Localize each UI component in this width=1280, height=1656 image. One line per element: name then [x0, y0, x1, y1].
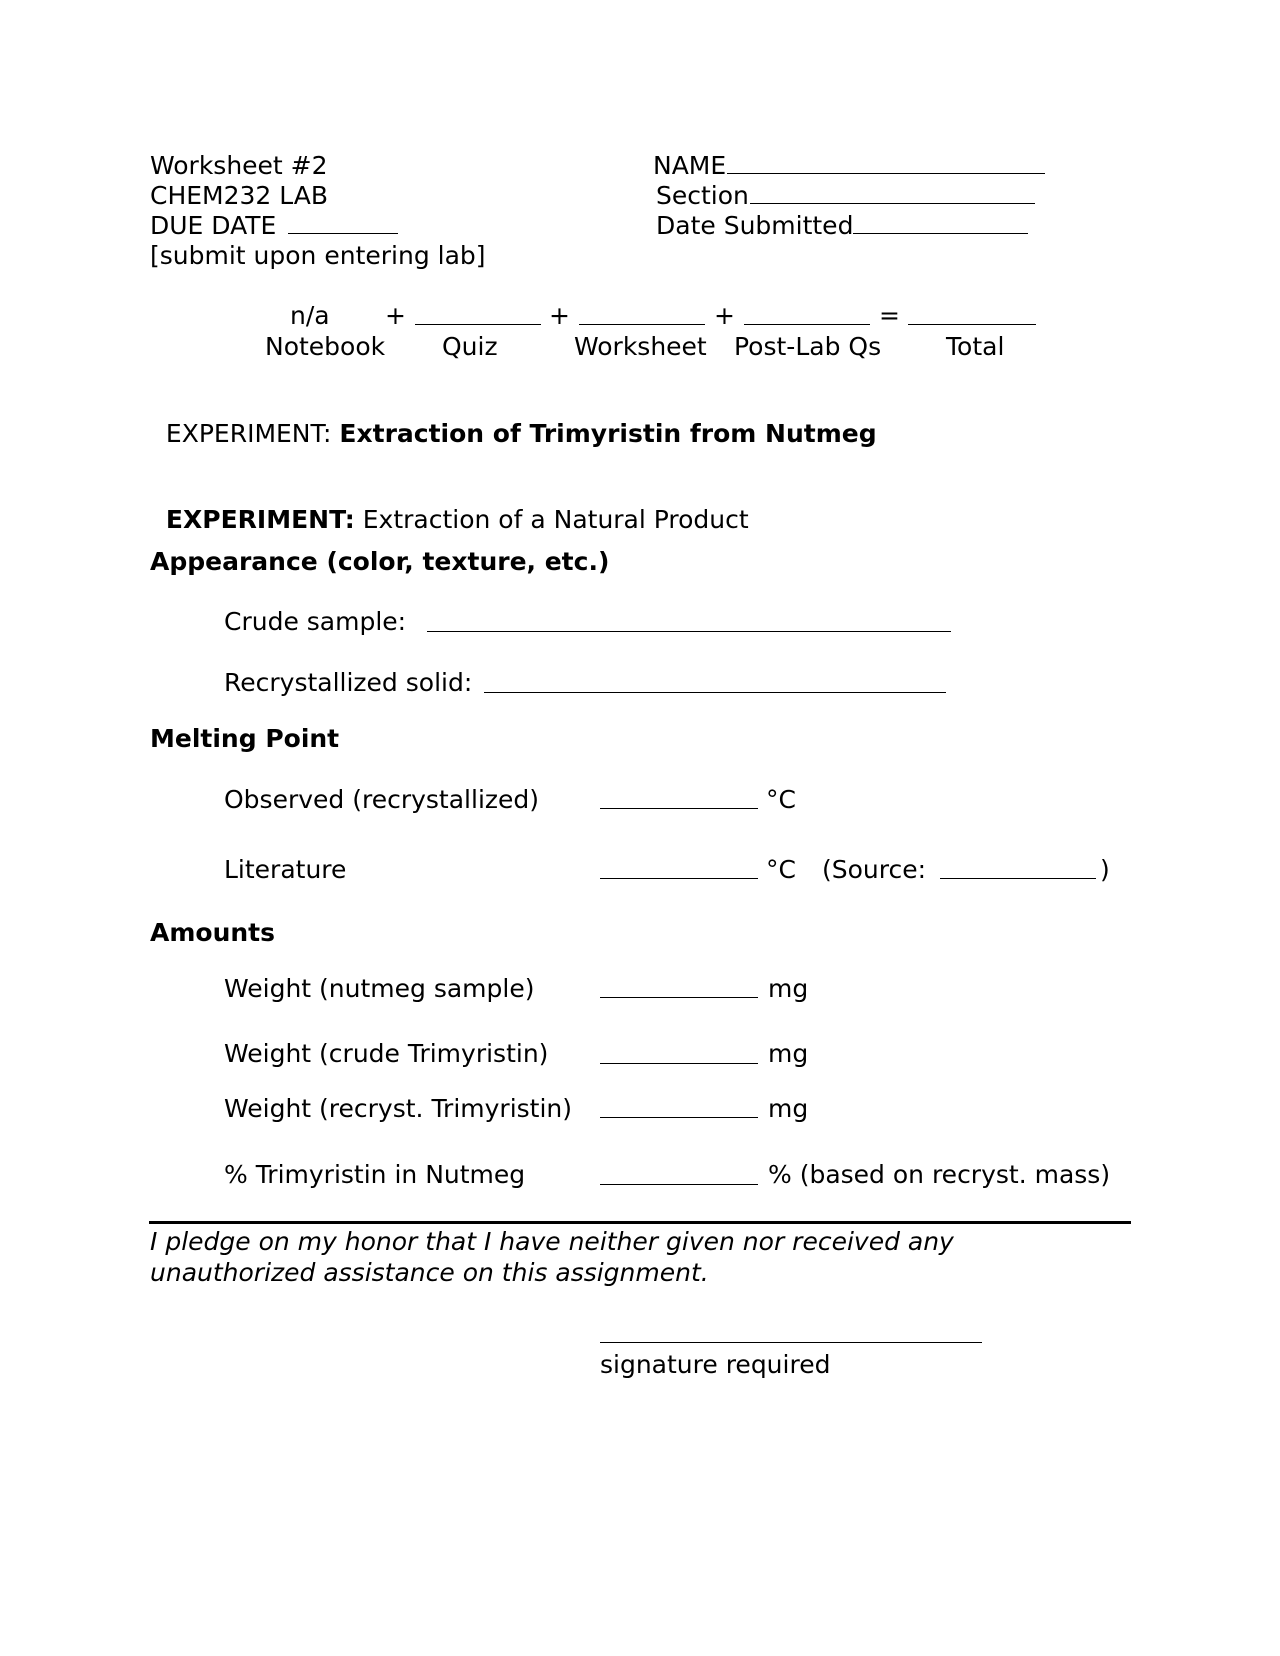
worksheet-score-field[interactable] — [579, 324, 705, 325]
source-close: ) — [1100, 855, 1110, 884]
total-label: Total — [946, 332, 1005, 361]
plus-sign: + — [385, 301, 406, 330]
mg-unit: mg — [768, 1094, 809, 1123]
recryst-weight-field[interactable] — [600, 1117, 758, 1118]
section-divider — [149, 1221, 1131, 1224]
percent-unit: % (based on recryst. mass) — [768, 1160, 1111, 1189]
signature-label: signature required — [600, 1350, 831, 1379]
worksheet-number: Worksheet #2 — [150, 151, 328, 180]
equals-sign: = — [879, 301, 900, 330]
observed-mp-field[interactable] — [600, 808, 758, 809]
date-submitted-label: Date Submitted — [656, 211, 854, 240]
literature-mp-field[interactable] — [600, 878, 758, 879]
appearance-heading: Appearance (color, texture, etc.) — [150, 547, 610, 576]
crude-weight-field[interactable] — [600, 1063, 758, 1064]
crude-sample-field[interactable] — [427, 631, 951, 632]
percent-trimyristin-field[interactable] — [600, 1184, 758, 1185]
postlab-score-field[interactable] — [744, 324, 870, 325]
experiment-label: EXPERIMENT: — [165, 419, 332, 448]
recryst-weight-label: Weight (recryst. Trimyristin) — [224, 1094, 573, 1123]
source-label: (Source: — [822, 855, 927, 884]
experiment-name: Extraction of Trimyristin from Nutmeg — [339, 419, 877, 448]
due-date-field[interactable] — [288, 233, 398, 234]
section-field[interactable] — [750, 203, 1035, 204]
nutmeg-weight-field[interactable] — [600, 997, 758, 998]
notebook-label: Notebook — [265, 332, 386, 361]
total-score-field[interactable] — [908, 324, 1036, 325]
celsius-unit: °C — [766, 855, 796, 884]
crude-sample-label: Crude sample: — [224, 607, 407, 636]
mg-unit: mg — [768, 1039, 809, 1068]
plus-sign: + — [714, 301, 735, 330]
experiment-label: EXPERIMENT: — [165, 505, 355, 534]
submit-note: [submit upon entering lab] — [150, 241, 486, 270]
signature-line[interactable] — [600, 1342, 982, 1343]
name-label: NAME — [653, 151, 727, 180]
notebook-score: n/a — [290, 301, 330, 330]
amounts-heading: Amounts — [150, 918, 275, 947]
observed-mp-label: Observed (recrystallized) — [224, 785, 540, 814]
due-date-label: DUE DATE — [150, 211, 277, 240]
recrystallized-solid-field[interactable] — [484, 692, 946, 693]
experiment-name: Extraction of a Natural Product — [362, 505, 749, 534]
mg-unit: mg — [768, 974, 809, 1003]
pledge-line-1: I pledge on my honor that I have neither given nor received any — [150, 1227, 954, 1256]
source-field[interactable] — [940, 878, 1096, 879]
nutmeg-weight-label: Weight (nutmeg sample) — [224, 974, 535, 1003]
date-submitted-field[interactable] — [853, 233, 1028, 234]
course-name: CHEM232 LAB — [150, 181, 329, 210]
name-field[interactable] — [727, 173, 1045, 174]
postlab-label: Post-Lab Qs — [734, 332, 882, 361]
plus-sign: + — [549, 301, 570, 330]
worksheet-label: Worksheet — [574, 332, 707, 361]
percent-trimyristin-label: % Trimyristin in Nutmeg — [224, 1160, 526, 1189]
experiment-title-generic — [150, 482, 749, 532]
melting-point-heading: Melting Point — [150, 724, 340, 753]
pledge-line-2: unauthorized assistance on this assignment. — [150, 1258, 709, 1287]
experiment-title — [150, 396, 877, 446]
quiz-score-field[interactable] — [415, 324, 541, 325]
section-label: Section — [656, 181, 749, 210]
crude-weight-label: Weight (crude Trimyristin) — [224, 1039, 549, 1068]
quiz-label: Quiz — [442, 332, 498, 361]
celsius-unit: °C — [766, 785, 796, 814]
recrystallized-solid-label: Recrystallized solid: — [224, 668, 473, 697]
literature-mp-label: Literature — [224, 855, 347, 884]
